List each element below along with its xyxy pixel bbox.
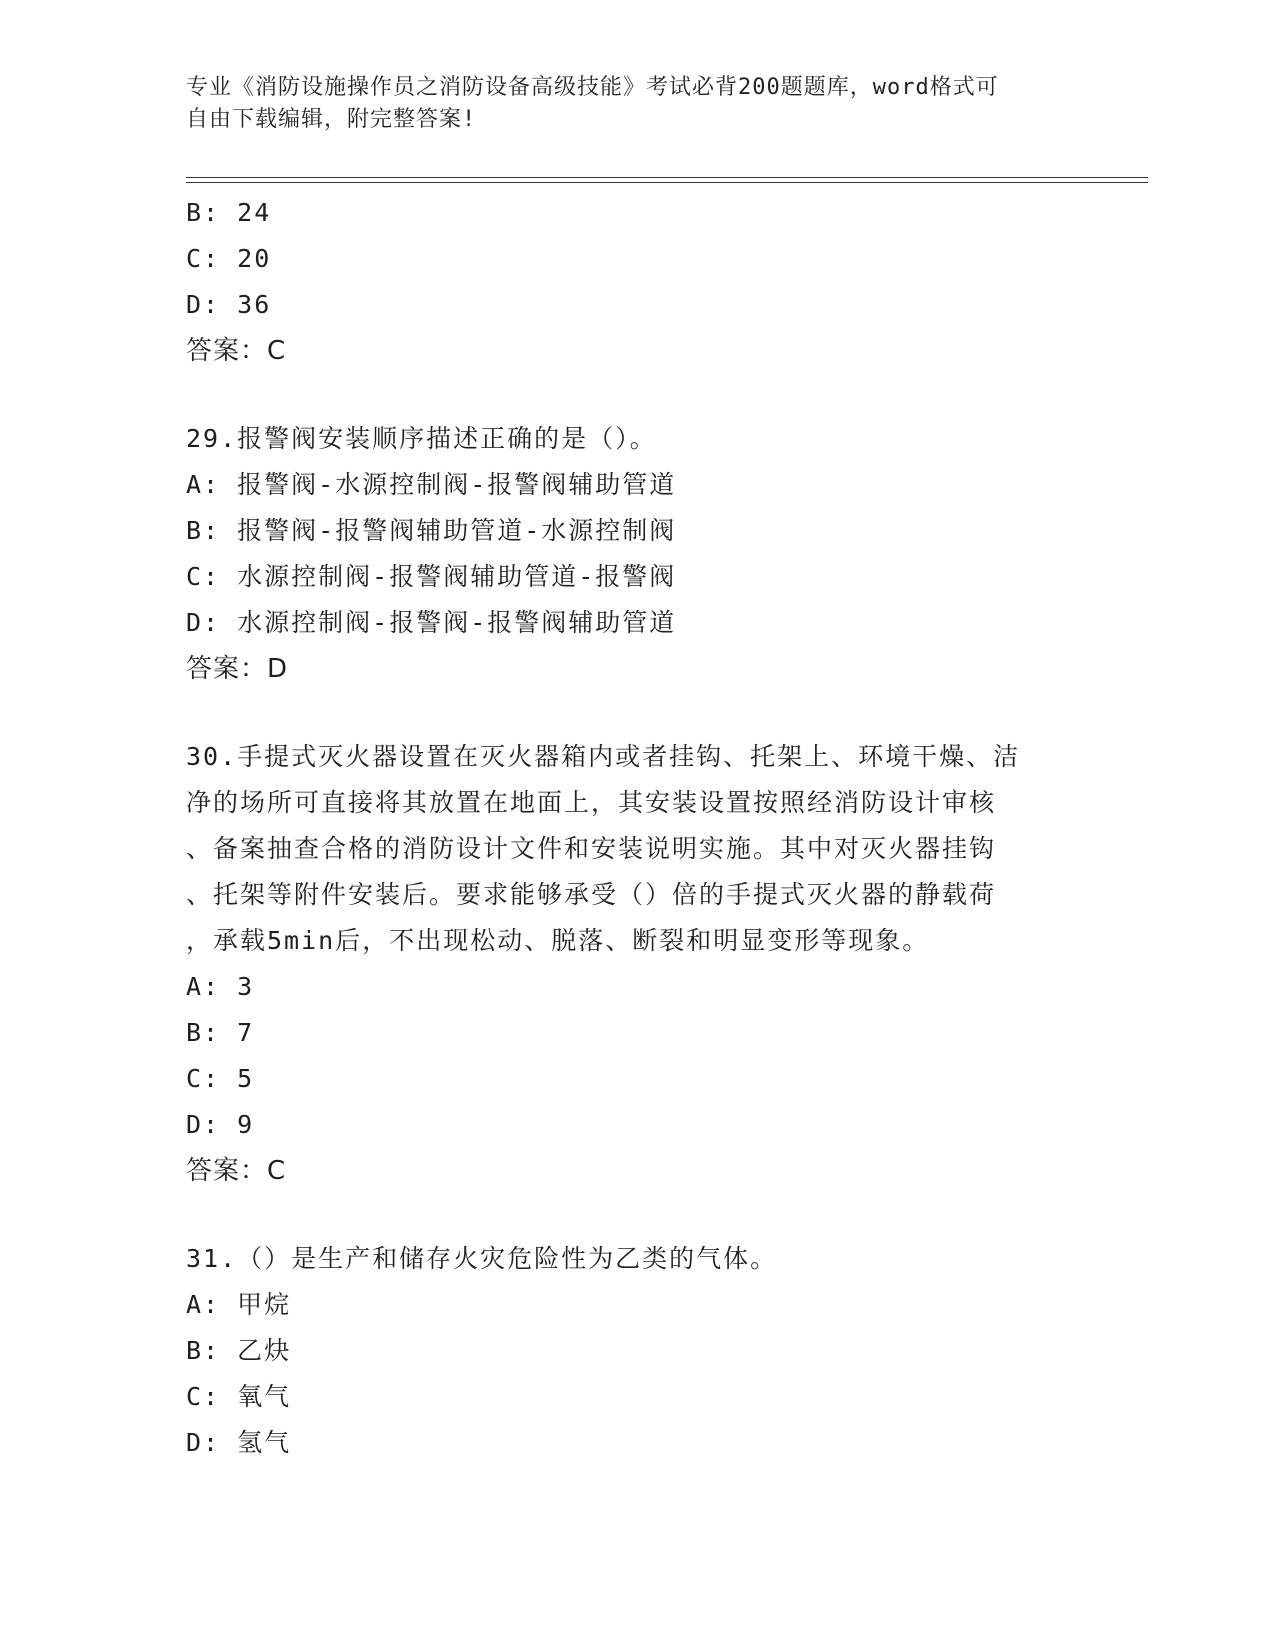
question-text-line: 、备案抽查合格的消防设计文件和安装说明实施。其中对灭火器挂钩 [186, 834, 997, 863]
option-a: A: 甲烷 [186, 1290, 292, 1319]
question-31 [186, 1236, 1066, 1466]
header-divider [186, 177, 1148, 183]
header-line-2: 自由下载编辑，附完整答案! [186, 107, 477, 132]
question-text: 31.（）是生产和储存火灾危险性为乙类的气体。 [186, 1244, 778, 1273]
option-c: C: 水源控制阀-报警阀辅助管道-报警阀 [186, 562, 677, 591]
spacer [186, 1194, 1066, 1236]
page-header [186, 72, 1066, 136]
option-b: B: 报警阀-报警阀辅助管道-水源控制阀 [186, 516, 677, 545]
option-a: A: 报警阀-水源控制阀-报警阀辅助管道 [186, 470, 677, 499]
option-d: D: 氢气 [186, 1428, 292, 1457]
option-c: C: 20 [186, 244, 272, 273]
question-text-line: ，承载5min后，不出现松动、脱落、断裂和明显变形等现象。 [186, 926, 930, 955]
option-b: B: 7 [186, 1018, 255, 1047]
answer: 答案：D [186, 654, 289, 684]
question-29 [186, 416, 1066, 692]
question-text-line: 、托架等附件安装后。要求能够承受（）倍的手提式灭火器的静载荷 [186, 880, 997, 909]
question-28 [186, 190, 1066, 374]
question-text-line: 净的场所可直接将其放置在地面上，其安装设置按照经消防设计审核 [186, 788, 997, 817]
spacer [186, 692, 1066, 734]
question-30 [186, 734, 1066, 1194]
answer: 答案：C [186, 1156, 287, 1186]
document-body [186, 190, 1066, 1466]
option-d: D: 水源控制阀-报警阀-报警阀辅助管道 [186, 608, 677, 637]
option-b: B: 24 [186, 198, 272, 227]
option-d: D: 9 [186, 1110, 255, 1139]
option-c: C: 5 [186, 1064, 255, 1093]
option-a: A: 3 [186, 972, 255, 1001]
question-text: 29.报警阀安装顺序描述正确的是（）。 [186, 424, 657, 453]
option-d: D: 36 [186, 290, 272, 319]
option-c: C: 氧气 [186, 1382, 292, 1411]
spacer [186, 374, 1066, 416]
answer: 答案：C [186, 336, 287, 366]
option-b: B: 乙炔 [186, 1336, 292, 1365]
question-text-line: 30.手提式灭火器设置在灭火器箱内或者挂钩、托架上、环境干燥、洁 [186, 742, 1021, 771]
header-line-1: 专业《消防设施操作员之消防设备高级技能》考试必背200题题库，word格式可 [186, 75, 999, 100]
